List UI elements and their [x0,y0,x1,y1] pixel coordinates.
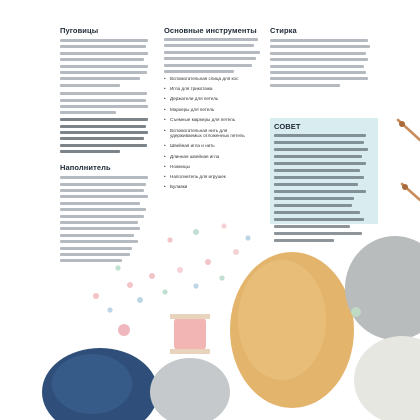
list-item: • Булавки [164,185,260,190]
column-right [270,26,370,90]
list-item: • Длинная швейная игла [164,155,260,160]
tools-paragraph [164,38,260,76]
list-item: • Маркеры для петель [164,108,260,113]
white-yarn-ball [354,336,420,420]
grey-yarn-ball [345,236,420,340]
list-item: • Съемные маркеры для петель [164,118,260,123]
list-item: • Вспомогательная спица для кос [164,77,260,82]
thread-spool [174,318,206,350]
section-title-wash: Стирка [270,26,297,35]
column-middle [164,26,260,195]
advice-paragraph [274,134,368,246]
list-item: • Наполнитель для игрушек [164,175,260,180]
list-item: • Ножницы [164,165,260,170]
tools-list [164,77,260,190]
column-left [60,26,148,266]
pink-button [118,324,130,336]
filler-paragraph [60,176,148,262]
list-item: • Вспомогательная нить для удерживаемых отложенных петель [164,128,260,139]
list-item: • Игла для трикотажа [164,87,260,92]
list-item: • Швейная игла и нить [164,144,260,149]
section-title-filler: Наполнитель [60,163,111,173]
list-item: • Держатели для петель [164,97,260,102]
advice-box [270,118,378,224]
section-title-buttons: Пуговицы [60,26,99,35]
wash-paragraph [270,39,370,87]
section-title-tools: Основные инструменты [164,26,257,35]
buttons-paragraph [60,39,148,153]
green-button [351,307,361,317]
light-grey-yarn-ball [150,358,230,420]
advice-title: СОВЕТ [274,122,301,131]
